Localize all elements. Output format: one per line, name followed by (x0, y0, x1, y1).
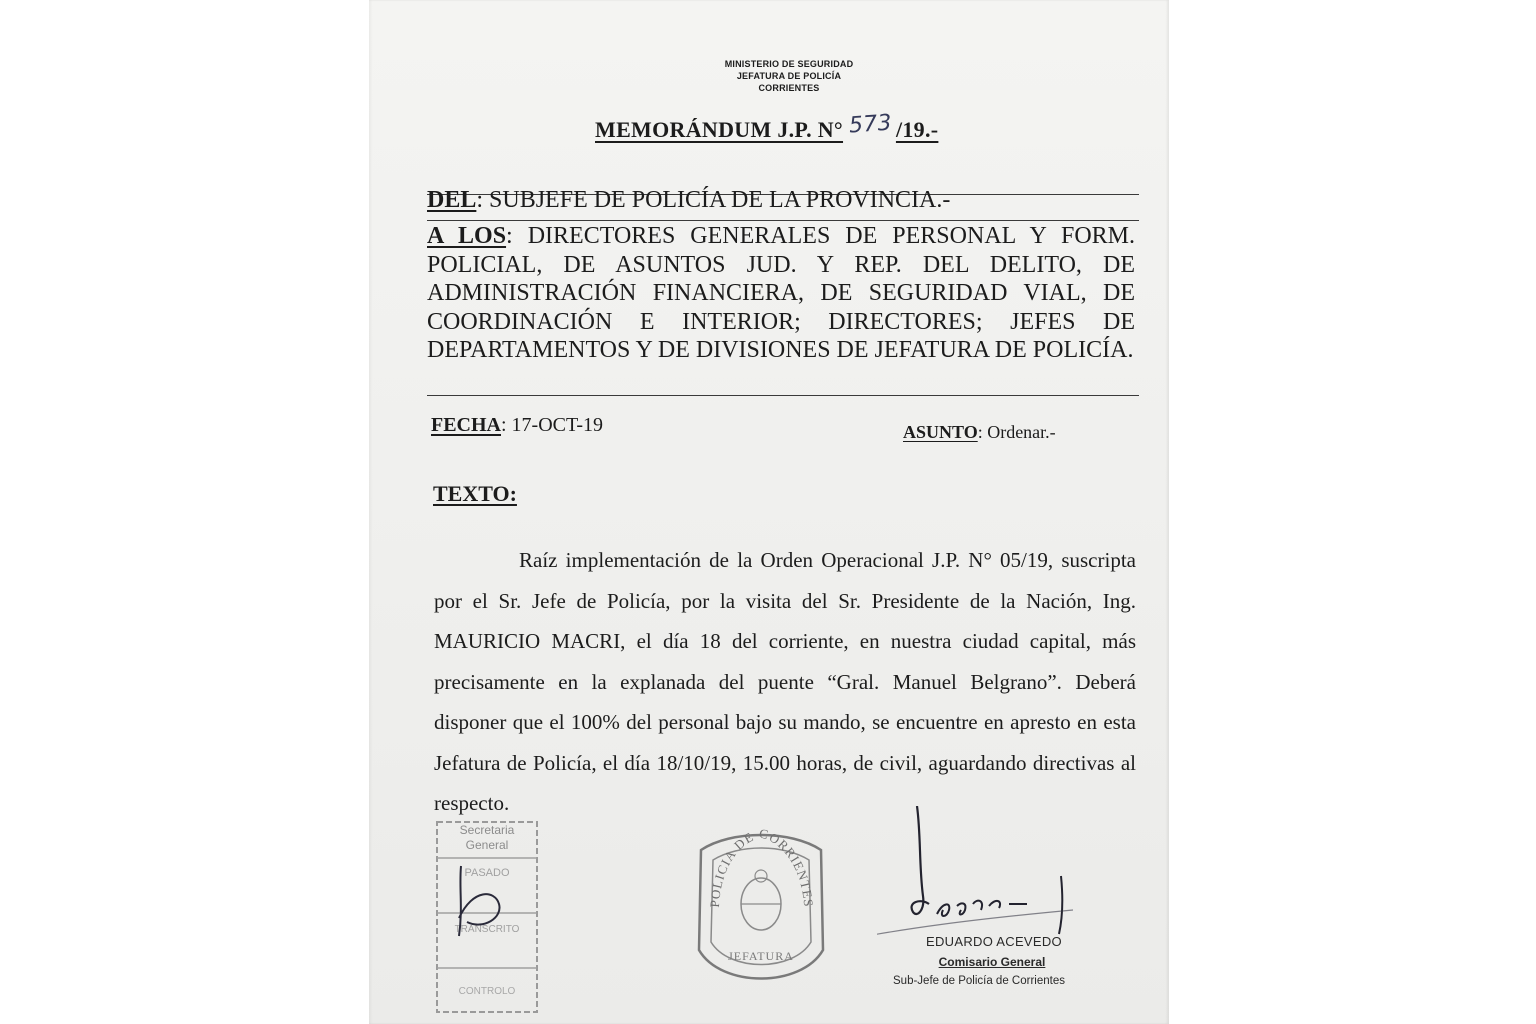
memo-document (369, 0, 1169, 1024)
memo-body-text: Raíz implementación de la Orden Operacional J.P. N° 05/19, suscripta por el Sr. Jefe de Policía, por la visita del Sr. Presidente de la Nación, Ing. MAURICIO MACRI, el día 18 del corriente, en nuestra ciudad capital, más precisamente en la explanada del puente “Gral. Manuel Belgrano”. Deberá disponer que el 100% del personal bajo su mando, se encuentre en apresto en esta Jefatura de Policía, el día 18/10/19, 15.00 horas, de civil, aguardando directivas al respecto. (434, 548, 1136, 815)
memo-title (595, 110, 939, 143)
letterhead-agency: JEFATURA DE POLICÍA (736, 71, 842, 81)
letterhead-ministry: MINISTERIO DE SEGURIDAD (724, 59, 854, 69)
recipients-value: : DIRECTORES GENERALES DE PERSONAL Y FORM. POLICIAL, DE ASUNTOS JUD. Y REP. DEL DELITO, DE ADMINISTRACIÓN FINANCIERA, DE SEGURIDAD VIAL, DE COORDINACIÓN E INTERIOR; DIRECTORES; JEFES DE DEPARTAMENTOS Y DE DIVISIONES DE JEFATURA DE POLICÍA. (427, 223, 1136, 363)
letterhead (659, 58, 919, 94)
letterhead-city: CORRIENTES (758, 83, 820, 93)
memo-title-prefix: MEMORÁNDUM J.P. N° (595, 117, 844, 142)
stamp-left-line2: General (465, 838, 509, 852)
stamp-left-line3: PASADO (464, 867, 510, 879)
signatory-name: EDUARDO ACEVEDO (926, 934, 1062, 949)
svg-text:POLICIA DE CORRIENTES (707, 826, 816, 909)
text-heading: TEXTO: (433, 481, 517, 506)
memo-handwritten-number: 573 (848, 110, 893, 139)
sender-line (427, 186, 1135, 215)
sender-divider (427, 220, 1139, 221)
seal-arc-text: POLICIA DE CORRIENTES (706, 825, 817, 909)
recipients-divider (427, 395, 1139, 396)
stamp-left-line5: CONTROLO (458, 986, 516, 997)
subject-value: : Ordenar.- (977, 422, 1056, 442)
seal-bottom-text: JEFATURA (728, 949, 794, 963)
sender-value: : SUBJEFE DE POLICÍA DE LA PROVINCIA.- (476, 187, 951, 213)
signatory-rank: Comisario General (938, 955, 1046, 969)
secretaria-stamp (433, 818, 545, 1023)
subject-field (903, 422, 1056, 443)
date-label: FECHA (431, 414, 501, 436)
date-field (431, 414, 603, 437)
stamp-left-line4: TRANSCRITO (454, 924, 520, 935)
recipients-label: A LOS (427, 223, 507, 249)
police-seal (691, 820, 831, 1005)
sender-label: DEL (427, 187, 477, 213)
subject-label: ASUNTO (903, 422, 978, 442)
stamp-left-line1: Secretaria (459, 823, 515, 837)
signatory-block (869, 934, 1089, 987)
signatory-title: Sub-Jefe de Policía de Corrientes (893, 975, 1065, 987)
date-value: : 17-OCT-19 (501, 414, 604, 436)
handwritten-signature (877, 806, 1077, 941)
recipients-block (427, 222, 1135, 365)
memo-title-suffix: /19.- (895, 117, 939, 142)
